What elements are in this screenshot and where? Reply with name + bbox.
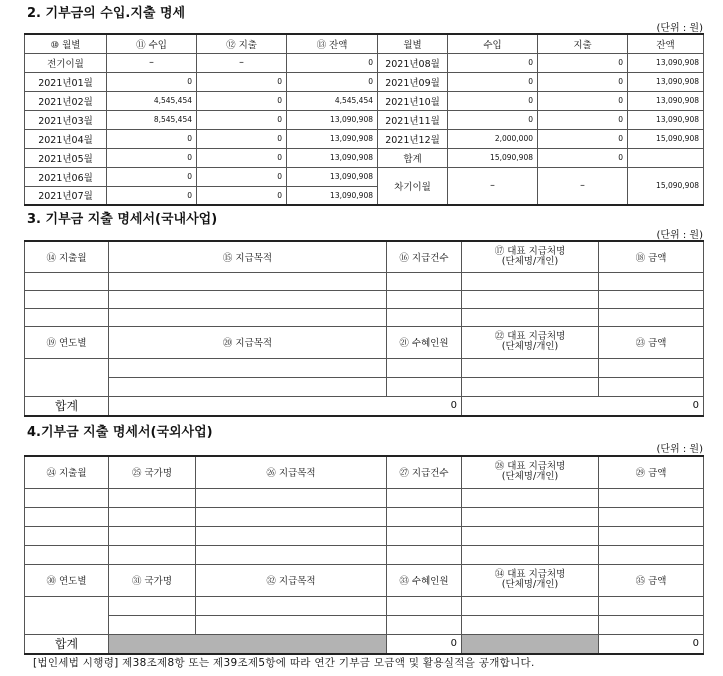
expense-cell: 0 <box>197 167 287 186</box>
table-header-row <box>25 241 704 272</box>
col-header: ㉛ 국가명 <box>109 564 196 596</box>
col-header-line: ㉒ 대표 지급처명 <box>494 331 566 342</box>
balance-cell: 4,545,454 <box>287 91 378 110</box>
income-cell: 0 <box>448 91 538 110</box>
section3-title: 3. 기부금 지출 명세서(국내사업) <box>27 212 218 227</box>
month-cell: 2021년11월 <box>378 110 448 129</box>
month-cell: 2021년08월 <box>378 53 448 72</box>
col-header-line: (단체명/개인) <box>501 341 559 352</box>
month-cell: 2021년02월 <box>25 91 107 110</box>
table-row <box>25 545 704 564</box>
balance-cell: 15,090,908 <box>628 129 704 148</box>
carry-over-label: 차기이월 <box>378 167 448 205</box>
col-header-line: (단체명/개인) <box>501 255 559 267</box>
expense-cell: 0 <box>538 110 628 129</box>
income-cell: 0 <box>107 72 197 91</box>
section2-title: 2. 기부금의 수입.지출 명세 <box>27 6 186 21</box>
income-cell: 0 <box>448 110 538 129</box>
total-balance-cell <box>628 148 704 167</box>
balance-cell: 13,090,908 <box>628 53 704 72</box>
month-cell: 2021년09월 <box>378 72 448 91</box>
total-shaded-cell <box>462 634 599 654</box>
expense-cell: 0 <box>538 72 628 91</box>
table-row <box>25 507 704 526</box>
expense-cell: 0 <box>197 110 287 129</box>
total-count: 0 <box>387 634 462 654</box>
income-cell: 0 <box>107 186 197 205</box>
income-cell: 2,000,000 <box>448 129 538 148</box>
total-label: 합계 <box>25 396 109 416</box>
table-row <box>25 53 704 72</box>
income-cell: 0 <box>107 129 197 148</box>
total-count: 0 <box>109 396 462 416</box>
expense-cell: 0 <box>538 53 628 72</box>
total-expense-cell: 0 <box>538 148 628 167</box>
col-header: 수입 <box>448 34 538 53</box>
month-cell: 2021년06월 <box>25 167 107 186</box>
month-cell: 2021년12월 <box>378 129 448 148</box>
balance-cell: 13,090,908 <box>628 91 704 110</box>
table-row <box>25 488 704 507</box>
col-header: ㉔ 지출월 <box>25 456 109 488</box>
table-row <box>25 129 704 148</box>
balance-cell: 13,090,908 <box>287 148 378 167</box>
col-header: ⑱ 금액 <box>599 241 704 272</box>
table-row <box>25 358 704 377</box>
income-cell: 0 <box>107 167 197 186</box>
table-header-row <box>25 564 704 596</box>
section4-title: 4.기부금 지출 명세서(국외사업) <box>27 425 213 440</box>
table-row <box>25 596 704 615</box>
total-amount: 0 <box>599 634 704 654</box>
section3-unit: (단위 : 원) <box>656 230 703 241</box>
expense-cell: 0 <box>197 148 287 167</box>
col-header <box>462 326 599 358</box>
col-header: ⑭ 지출월 <box>25 241 109 272</box>
col-header-line: (단체명/개인) <box>501 471 559 483</box>
col-header-line: ㉞ 대표 지급처명 <box>494 569 566 580</box>
balance-cell: 13,090,908 <box>628 110 704 129</box>
table-row <box>25 290 704 308</box>
domestic-expense-table <box>24 240 704 417</box>
total-shaded-cell <box>109 634 387 654</box>
table-row <box>25 526 704 545</box>
col-header: ㉓ 금액 <box>599 326 704 358</box>
col-header: ⑬ 잔액 <box>287 34 378 53</box>
balance-cell: 13,090,908 <box>287 129 378 148</box>
table-header-row <box>25 456 704 488</box>
legal-footnote: [법인세법 시행령] 제38조제8항 또는 제39조제5항에 따라 연간 기부금 모금액 및 활용실적을 공개합니다. <box>33 657 535 669</box>
col-header: ㉝ 수혜인원 <box>387 564 462 596</box>
income-cell: 0 <box>448 53 538 72</box>
col-header: ⑪ 수입 <box>107 34 197 53</box>
col-header: 잔액 <box>628 34 704 53</box>
table-row <box>25 167 704 186</box>
balance-cell: 0 <box>287 72 378 91</box>
month-cell: 2021년04월 <box>25 129 107 148</box>
col-header: ㉑ 수혜인원 <box>387 326 462 358</box>
table-row <box>25 110 704 129</box>
balance-cell: 13,090,908 <box>287 167 378 186</box>
table-row <box>25 72 704 91</box>
month-cell: 전기이월 <box>25 53 107 72</box>
month-cell: 2021년01월 <box>25 72 107 91</box>
expense-cell: 0 <box>197 91 287 110</box>
balance-cell: 0 <box>287 53 378 72</box>
table-header-row <box>25 34 704 53</box>
table-row <box>25 615 704 634</box>
col-header: ⑲ 연도별 <box>25 326 109 358</box>
table-row <box>25 148 704 167</box>
overseas-expense-table <box>24 455 704 655</box>
total-row <box>25 634 704 654</box>
col-header: ⑯ 지급건수 <box>387 241 462 272</box>
income-cell: 0 <box>107 148 197 167</box>
col-header <box>462 564 599 596</box>
expense-cell: 0 <box>538 129 628 148</box>
table-row <box>25 272 704 290</box>
col-header-line: ㉘ 대표 지급처명 <box>494 461 566 473</box>
month-cell: 2021년10월 <box>378 91 448 110</box>
col-header: ㉙ 금액 <box>599 456 704 488</box>
col-header-line: (단체명/개인) <box>501 579 559 590</box>
carry-over-expense: – <box>538 167 628 205</box>
expense-cell: – <box>197 53 287 72</box>
total-label-cell: 합계 <box>378 148 448 167</box>
expense-cell: 0 <box>197 129 287 148</box>
carry-over-balance: 15,090,908 <box>628 167 704 205</box>
col-header: ⑮ 지급목적 <box>109 241 387 272</box>
total-income-cell: 15,090,908 <box>448 148 538 167</box>
expense-cell: 0 <box>197 186 287 205</box>
col-header: ㉖ 지급목적 <box>196 456 387 488</box>
table-header-row <box>25 326 704 358</box>
col-header-line: ⑰ 대표 지급처명 <box>494 245 566 257</box>
col-header: 월별 <box>378 34 448 53</box>
balance-cell: 13,090,908 <box>628 72 704 91</box>
col-header <box>462 241 599 272</box>
col-header: ⑩ 월별 <box>25 34 107 53</box>
month-cell: 2021년07월 <box>25 186 107 205</box>
col-header: ㉟ 금액 <box>599 564 704 596</box>
income-cell: – <box>107 53 197 72</box>
section2-unit: (단위 : 원) <box>656 23 703 34</box>
col-header <box>462 456 599 488</box>
table-row <box>25 308 704 326</box>
carry-over-income: – <box>448 167 538 205</box>
total-amount: 0 <box>462 396 704 416</box>
income-cell: 0 <box>448 72 538 91</box>
expense-cell: 0 <box>197 72 287 91</box>
balance-cell: 13,090,908 <box>287 186 378 205</box>
col-header: ㉕ 국가명 <box>109 456 196 488</box>
table-row <box>25 377 704 396</box>
balance-cell: 13,090,908 <box>287 110 378 129</box>
col-header: ⑳ 지급목적 <box>109 326 387 358</box>
col-header: ㉗ 지급건수 <box>387 456 462 488</box>
total-label: 합계 <box>25 634 109 654</box>
income-expense-table <box>24 33 704 206</box>
income-cell: 4,545,454 <box>107 91 197 110</box>
section4-unit: (단위 : 원) <box>656 444 703 455</box>
col-header: ㉚ 연도별 <box>25 564 109 596</box>
col-header: 지출 <box>538 34 628 53</box>
col-header: ⑫ 지출 <box>197 34 287 53</box>
income-cell: 8,545,454 <box>107 110 197 129</box>
col-header: ㉜ 지급목적 <box>196 564 387 596</box>
total-row <box>25 396 704 416</box>
month-cell: 2021년03월 <box>25 110 107 129</box>
expense-cell: 0 <box>538 91 628 110</box>
month-cell: 2021년05월 <box>25 148 107 167</box>
table-row <box>25 91 704 110</box>
